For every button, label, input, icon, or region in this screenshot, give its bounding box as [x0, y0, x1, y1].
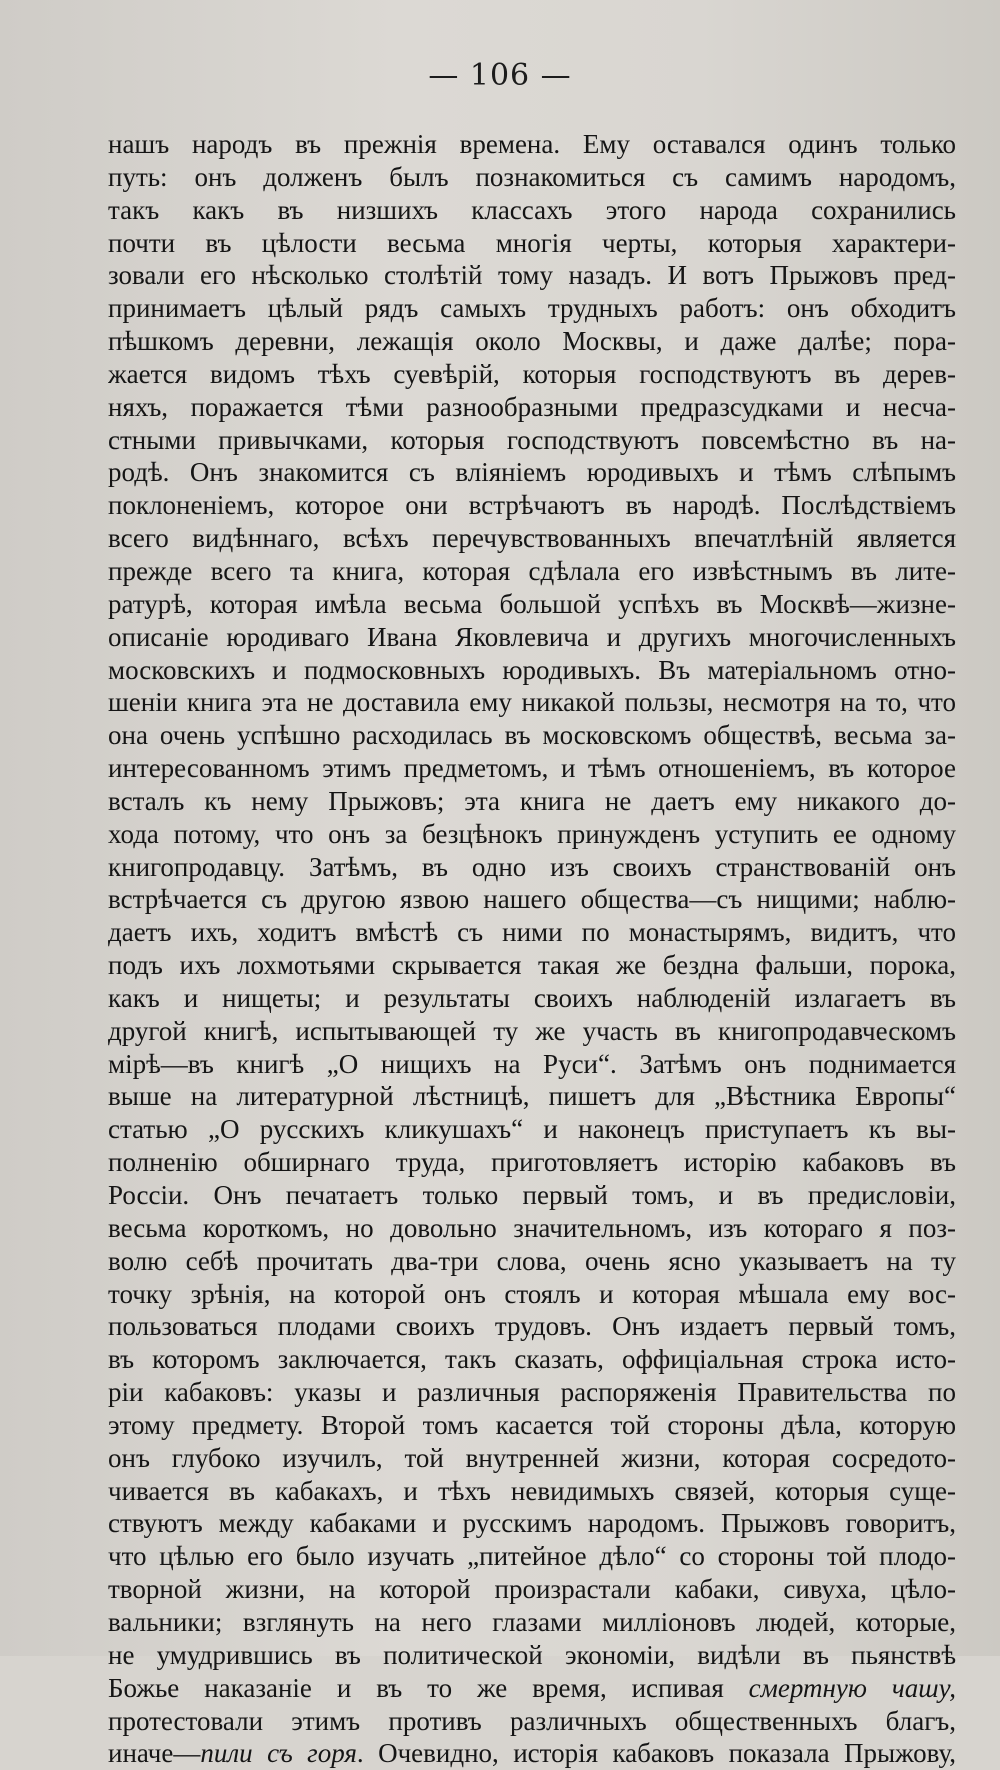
text-line-segment: . Очевидно, исторія кабаковъ показала Прыжову,	[356, 1738, 956, 1769]
text-line: всталъ къ нему Прыжовъ; эта книга не даетъ ему никакого до-	[108, 785, 956, 816]
text-line: другой книгѣ, испытывающей ту же участь въ книгопродавческомъ	[108, 1015, 956, 1046]
text-line: ріи кабаковъ: указы и различныя распоряженія Правительства по	[108, 1377, 956, 1408]
text-line: волю себѣ прочитать два-три слова, очень ясно указываетъ на ту	[108, 1245, 956, 1276]
text-line: какъ и нищеты; и результаты своихъ наблюденій излагаетъ въ	[108, 982, 956, 1013]
text-line: шеніи книга эта не доставила ему никакой пользы, несмотря на то, что	[108, 687, 956, 718]
text-line-segment: иначе—	[108, 1738, 201, 1769]
italic-phrase: смертную чашу,	[748, 1672, 956, 1703]
text-line: ствуютъ между кабаками и русскимъ народомъ. Прыжовъ говоритъ,	[108, 1508, 956, 1539]
text-line: прежде всего та книга, которая сдѣлала его извѣстнымъ въ лите-	[108, 555, 956, 586]
text-line: хода потому, что онъ за безцѣнокъ принужденъ уступить ее одному	[108, 818, 956, 849]
text-line: нашъ народъ въ прежнія времена. Ему оставался одинъ только	[108, 129, 956, 159]
page-number: — 106 —	[428, 58, 572, 93]
text-line: родѣ. Онъ знакомится съ вліяніемъ юродивыхъ и тѣмъ слѣпымъ	[108, 457, 956, 488]
text-line: точку зрѣнія, на которой онъ стоялъ и которая мѣшала ему вос-	[108, 1278, 956, 1309]
text-line	[108, 1672, 956, 1705]
text-line: она очень успѣшно расходилась въ московскомъ обществѣ, весьма за-	[108, 720, 956, 751]
text-line: онъ глубоко изучилъ, той внутренней жизни, которая сосредото-	[108, 1442, 956, 1473]
text-line: весьма короткомъ, но довольно значительномъ, изъ котораго я поз-	[108, 1212, 956, 1243]
text-line: полненію обширнаго труда, приготовляетъ исторію кабаковъ въ	[108, 1147, 956, 1178]
text-line: статью „О русскихъ кликушахъ“ и наконецъ приступаетъ къ вы-	[108, 1114, 956, 1145]
text-line: такъ какъ въ низшихъ классахъ этого народа сохранились	[108, 194, 956, 225]
text-line: поклоненіемъ, которое они встрѣчаютъ въ народѣ. Послѣдствіемъ	[108, 490, 956, 521]
text-line: мірѣ—въ книгѣ „О нищихъ на Руси“. Затѣмъ онъ поднимается	[108, 1048, 956, 1079]
text-line: что цѣлью его было изучать „питейное дѣло“ со стороны той плодо-	[108, 1541, 956, 1572]
body-text	[108, 128, 956, 1770]
text-line: встрѣчается съ другою язвою нашего общества—съ нищими; наблю-	[108, 884, 956, 915]
text-line: пользоваться плодами своихъ трудовъ. Онъ издаетъ первый томъ,	[108, 1311, 956, 1342]
text-line: интересованномъ этимъ предметомъ, и тѣмъ отношеніемъ, въ которое	[108, 753, 956, 784]
text-line	[108, 1737, 956, 1770]
text-line: описаніе юродиваго Ивана Яковлевича и другихъ многочисленныхъ	[108, 621, 956, 652]
text-line: выше на литературной лѣстницѣ, пишетъ для „Вѣстника Европы“	[108, 1081, 956, 1112]
text-line: ратурѣ, которая имѣла весьма большой успѣхъ въ Москвѣ—жизне-	[108, 588, 956, 619]
text-line: даетъ ихъ, ходитъ вмѣстѣ съ ними по монастырямъ, видитъ, что	[108, 917, 956, 948]
text-line: московскихъ и подмосковныхъ юродивыхъ. Въ матеріальномъ отно-	[108, 654, 956, 685]
text-line-segment: Божье наказаніе и въ то же время, испивая	[108, 1672, 749, 1703]
text-line: жается видомъ тѣхъ суевѣрій, которыя господствуютъ въ дерев-	[108, 358, 956, 389]
text-line: принимаетъ цѣлый рядъ самыхъ трудныхъ работъ: онъ обходитъ	[108, 293, 956, 324]
text-line: Россіи. Онъ печатаетъ только первый томъ, и въ предисловіи,	[108, 1180, 956, 1210]
text-line: въ которомъ заключается, такъ сказать, оффиціальная строка исто-	[108, 1344, 956, 1375]
italic-phrase: пили съ горя	[200, 1738, 357, 1769]
text-line: всего видѣннаго, всѣхъ перечувствованныхъ впечатлѣній является	[108, 523, 956, 554]
text-line: путь: онъ долженъ былъ познакомиться съ самимъ народомъ,	[108, 161, 956, 192]
text-line: зовали его нѣсколько столѣтій тому назадъ. И вотъ Прыжовъ пред-	[108, 260, 956, 291]
text-line: творной жизни, на которой произрастали кабаки, сивуха, цѣло-	[108, 1574, 956, 1605]
text-line: чивается въ кабакахъ, и тѣхъ невидимыхъ связей, которыя суще-	[108, 1475, 956, 1506]
text-line: книгопродавцу. Затѣмъ, въ одно изъ своихъ странствованій онъ	[108, 851, 956, 882]
text-line: подъ ихъ лохмотьями скрывается такая же бездна фальши, порока,	[108, 950, 956, 981]
text-line: няхъ, поражается тѣми разнообразными предразсудками и несча-	[108, 391, 956, 422]
text-line: стными привычками, которыя господствуютъ повсемѣстно въ на-	[108, 424, 956, 455]
text-line: этому предмету. Второй томъ касается той стороны дѣла, которую	[108, 1409, 956, 1440]
text-line: почти въ цѣлости весьма многія черты, которыя характери-	[108, 227, 956, 258]
text-line: пѣшкомъ деревни, лежащія около Москвы, и даже далѣе; пора-	[108, 326, 956, 357]
text-line: протестовали этимъ противъ различныхъ общественныхъ благъ,	[108, 1705, 956, 1736]
text-line: вальники; взглянуть на него глазами милліоновъ людей, которые,	[108, 1606, 956, 1637]
text-line: не умудрившись въ политической экономіи, видѣли въ пьянствѣ	[108, 1639, 956, 1670]
